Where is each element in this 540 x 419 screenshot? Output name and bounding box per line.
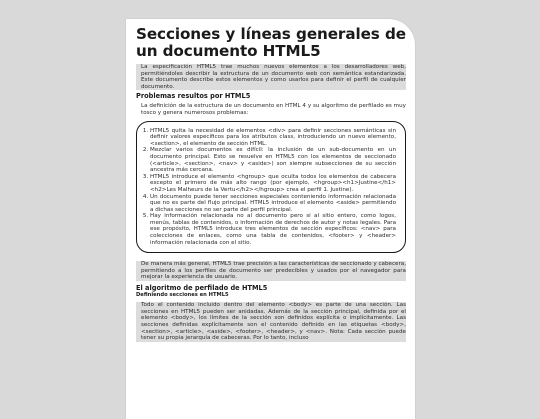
- problems-list-box: [136, 121, 406, 254]
- list-item: 4. Un documento puede tener secciones especiales conteniendo información relacionada que no es parte del flujo principal. HTML5 introduce el elemento <aside> permitiendo a dichas secciones no ser parte del perfil principal.: [150, 194, 396, 214]
- document-page: [126, 19, 415, 419]
- problems-list: [141, 128, 396, 247]
- page-title: Secciones y líneas generales de un documento HTML5: [136, 25, 406, 60]
- summary-paragraph: De manera más general, HTML5 trae precisión a las características de seccionado y cabecera, permitiendo a los perfiles de documento ser predecibles y usados por el navegador para mejorar la experiencia de usuario.: [136, 261, 406, 281]
- document-content: [136, 26, 406, 342]
- problems-paragraph: La definición de la estructura de un documento en HTML 4 y su algoritmo de perfilado es muy tosco y genera numerosos problemas:: [141, 103, 406, 116]
- intro-paragraph: La especificación HTML5 trae muchos nuevos elementos a los desarrolladores web, permitiéndoles describir la estructura de un documento web con semántica estandarizada. Este documento describe estos elementos y como usarlos para definir el perfil de cualquier documento.: [136, 64, 406, 90]
- list-item: 5. Hay información relacionada no al documento pero si al sitio entero, como logos, menús, tablas de contenidos, o información de derechos de autor y notas legales. Para ese propósito, HTML5 introduce tres elementos de sección específicos: <nav> para colecciones de enlaces, como una tabla de contenidos, <footer> y <header> información relacionada con el sitio.: [150, 213, 396, 246]
- section-heading-problems: Problemas resultos por HTML5: [136, 92, 251, 101]
- list-item: 2. Mezclar varios documentos es difícil: la inclusión de un sub-documento en un documento principal. Esto se resuelve en HTML5 con los elementos de seccionado (<article>, <section>, <nav> y <aside>) son siempre subsecciones de su sección ancestra más cercana.: [150, 147, 396, 173]
- defining-paragraph: Todo el contenido incluido dentro del elemento <body> es parte de una sección. Las secciones en HTML5 pueden ser anidadas. Además de la sección principal, definida por el elemento <body>, los límites de la sección son definidos explícita o implícitamente. Las secciones definidas explícitamente son el contenido definido en las etiquetas <body>, <section>, <article>, <aside>, <footer>, <header>, y <nav>. Nota: Cada sección puede tener su propia jerarquía de cabeceras. Por lo tanto, incluso: [136, 302, 406, 342]
- section-heading-algorithm: El algoritmo de perfilado de HTML5: [136, 284, 268, 293]
- list-item: 1. HTML5 quita la necesidad de elementos <div> para definir secciones semánticas sin definir valores específicos para los atributos class, introduciendo un nuevo elemento, <section>, el elemento de sección HTML.: [150, 128, 396, 148]
- subsection-heading-defining: Definiendo secciones en HTML5: [136, 292, 229, 299]
- list-item: 3. HTML5 introduce el elemento <hgroup> que oculta todos los elementos de cabecera excepto el primero de más alto rango (por ejemplo, <hgroup><h1>Justine</h1><h2>Les Malheurs de la Vertu</h2></hgroup> crea el perfil 1. Justine).: [150, 174, 396, 194]
